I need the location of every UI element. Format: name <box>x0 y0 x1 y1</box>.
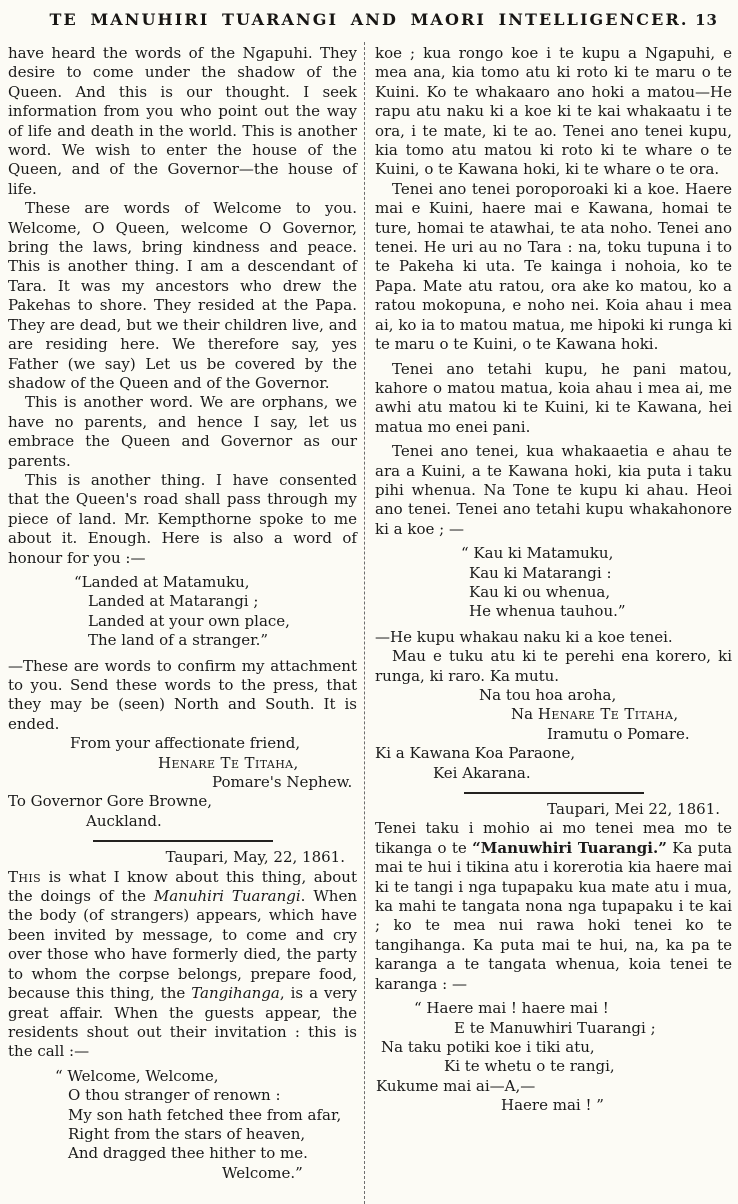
verse-line: And dragged thee hither to me. <box>68 1144 308 1163</box>
verse-line: O thou stranger of renown : <box>68 1086 281 1105</box>
paragraph-maori-3: Tenei ano tetahi kupu, he pani matou, kahore o matou matua, koia ahau i mea ai, me awhi atu matou ki te Kuini, ki te Kawana, hei matua mo enei pani. <box>375 359 732 436</box>
verse-line: Na taku potiki koe i tiki atu, <box>381 1037 595 1056</box>
paragraph-maori-2: Tenei ano tenei poroporoaki ki a koe. Haere mai e Kuini, haere mai e Kawana, homai te ture, homai te atawhai, te ata noho. Tenei ano tenei. He uri au no Tara : na, toku tupuna i to te Pakeha ki uta. Te kainga i nohoia, ko te Papa. Mate atu ratou, ora ake ko matou, ko a ratou mokopuna, e noho nei. Koia ahau i mea ai, ko ia to matou matua, me hipoki ki runga ki te maru o te Kuini, o te Kawana hoki. <box>375 179 732 354</box>
paragraph-english-1: have heard the words of the Ngapuhi. They desire to come under the shadow of the Queen. And this is our thought. I seek information from you who point out the way of life and death in the world. This is another word. We wish to enter the house of the Queen, and of the Governor—the house of life. <box>8 44 357 198</box>
verse-line: Landed at your own place, <box>88 611 290 630</box>
signature-name-smallcaps: Henare Te Titaha, <box>158 753 299 772</box>
two-column-body <box>0 42 738 1204</box>
column-maori <box>364 42 738 1204</box>
verse-line: Haere mai ! ” <box>501 1096 604 1115</box>
section-divider-rule <box>464 792 644 794</box>
verse-line: Kau ki Matarangi : <box>469 563 612 582</box>
paragraph-text: Tenei taku i mohio ai mo tenei mea mo te tikanga o te <box>375 819 732 857</box>
verse-english-welcome <box>8 1067 357 1183</box>
verse-line: Ki te whetu o te rangi, <box>444 1057 615 1076</box>
paragraph-english-6 <box>8 868 357 1062</box>
signature-place: Kei Akarana. <box>433 763 531 782</box>
verse-line: The land of a stranger.” <box>88 631 269 650</box>
verse-line: “Landed at Matamuku, <box>74 572 250 591</box>
signature-block-maori <box>375 686 732 783</box>
verse-line: Welcome.” <box>222 1163 303 1182</box>
verse-maori-kau <box>375 544 732 622</box>
verse-line: “ Welcome, Welcome, <box>55 1066 219 1085</box>
lead-word-smallcaps: This <box>8 867 42 886</box>
signature-name-smallcaps: Henare Te Titaha, <box>537 705 679 724</box>
paragraph-maori-4: Tenei ano tenei, kua whakaaetia e ahau te ara a Kuini, a te Kawana hoki, kia puta i taku pihi whenua. Na Tone te kupu ki ahau. Heoi ano tenei. Tenei ano tetahi kupu whakahonore ki a koe ; — <box>375 442 732 538</box>
verse-maori-haere <box>375 999 732 1115</box>
paragraph-maori-6: Mau e tuku atu ki te perehi ena korero, ki runga, ki raro. Ka mutu. <box>375 647 732 685</box>
verse-line: E te Manuwhiri Tuarangi ; <box>454 1018 656 1037</box>
column-english <box>0 42 364 1204</box>
paragraph-english-4: This is another thing. I have consented that the Queen's road shall pass through my piece of land. Mr. Kempthorne spoke to me about it. Enough. Here is also a word of honour for you :— <box>8 470 357 567</box>
dateline-maori: Taupari, Mei 22, 1861. <box>547 800 720 819</box>
verse-line: Landed at Matarangi ; <box>88 592 259 611</box>
signature-salutation: Na tou hoa aroha, <box>479 686 617 704</box>
signature-addressee: Ki a Kawana Koa Paraone, <box>375 744 576 763</box>
page-number: 13 <box>695 11 718 29</box>
paragraph-text: is what I know about this thing, about the doings of the <box>8 867 357 906</box>
signature-place: Auckland. <box>86 811 162 830</box>
paragraph-english-2: These are words of Welcome to you. Welcome, O Queen, welcome O Governor, bring the laws, bring kindness and peace. This is another thing. I am a descendant of Tara. It was my ancestors who drew the Pakehas to shore. They resided at the Papa. They are dead, but we their children live, and are residing here. We therefore say, yes Father (we say) Let us be covered by the shadow of the Queen and of the Governor. <box>8 199 357 392</box>
signature-name <box>158 754 357 773</box>
italic-term-tangihanga: Tangihanga <box>191 984 280 1003</box>
signature-salutation: From your affectionate friend, <box>70 734 301 753</box>
verse-line: He whenua tauhou.” <box>469 602 626 621</box>
signature-name <box>511 705 732 724</box>
paragraph-english-3: This is another word. We are orphans, we have no parents, and hence I say, let us embrace the Queen and Governor as our parents. <box>8 393 357 470</box>
signature-relation: Pomare's Nephew. <box>212 773 353 792</box>
paragraph-maori-5: —He kupu whakau naku ki a koe tenei. <box>375 627 673 646</box>
paragraph-maori-7 <box>375 819 732 994</box>
paragraph-text: . When the body (of strangers) appears, which have been invited by message, to come and cry over those who have formerly died, the party to whom the corpse belongs, prepare food, because this thing, the <box>8 887 357 1003</box>
verse-line: Right from the stars of heaven, <box>68 1124 306 1143</box>
page-header <box>0 0 738 42</box>
section-divider-rule <box>93 840 273 842</box>
verse-english-landed <box>8 573 357 651</box>
dateline-english: Taupari, May, 22, 1861. <box>165 848 345 867</box>
signature-name-prefix: Na <box>511 705 538 724</box>
paragraph-maori-1: koe ; kua rongo koe i te kupu a Ngapuhi, e mea ana, kia tomo atu ki roto ki te maru o te Kuini. Ko te whakaaro ano hoki a matou—He rapu atu naku ki a koe ki te kai whakaatu i te ora, i te mate, ki te ao. Tenei ano tenei kupu, kia tomo atu matou ki roto ki te whare o te Kuini, o te Kawana hoki, ki te whare o te ora. <box>375 44 732 179</box>
verse-line: Kau ki ou whenua, <box>469 582 611 601</box>
masthead-title: TE MANUHIRI TUARANGI AND MAORI INTELLIGENCER. <box>49 10 689 29</box>
verse-line: My son hath fetched thee from afar, <box>68 1105 342 1124</box>
signature-addressee: To Governor Gore Browne, <box>8 792 213 811</box>
signature-relation: Iramutu o Pomare. <box>547 724 690 743</box>
paragraph-english-5: —These are words to confirm my attachment to you. Send these words to the press, that they may be (seen) North and South. It is ended. <box>8 656 357 733</box>
verse-line: Kukume mai ai—A,— <box>376 1076 536 1095</box>
paragraph-text: , is a very great affair. When the guests appear, the residents shout out their invitation : this is the call :— <box>8 984 357 1061</box>
italic-term-manuhiri: Manuhiri Tuarangi <box>153 887 301 906</box>
paragraph-text: Ka puta mai te hui i tikina atu i korerotia kia haere mai ki te tangi i nga tupapaku kua mate atu i mua, ka mahi te tangata nona nga tupapaku i te kai ; ko te mea nui rawa hoki tenei ko te tangihanga. Ka puta mai te hui, na, ka pa te karanga a te tangata whenua, koia tenei te karanga : — <box>375 838 733 993</box>
signature-block-english <box>8 734 357 831</box>
verse-line: “ Kau ki Matamuku, <box>461 544 614 563</box>
verse-line: “ Haere mai ! haere mai ! <box>414 999 609 1018</box>
bold-term-manuwhiri: “Manuwhiri Tuarangi.” <box>472 838 667 857</box>
